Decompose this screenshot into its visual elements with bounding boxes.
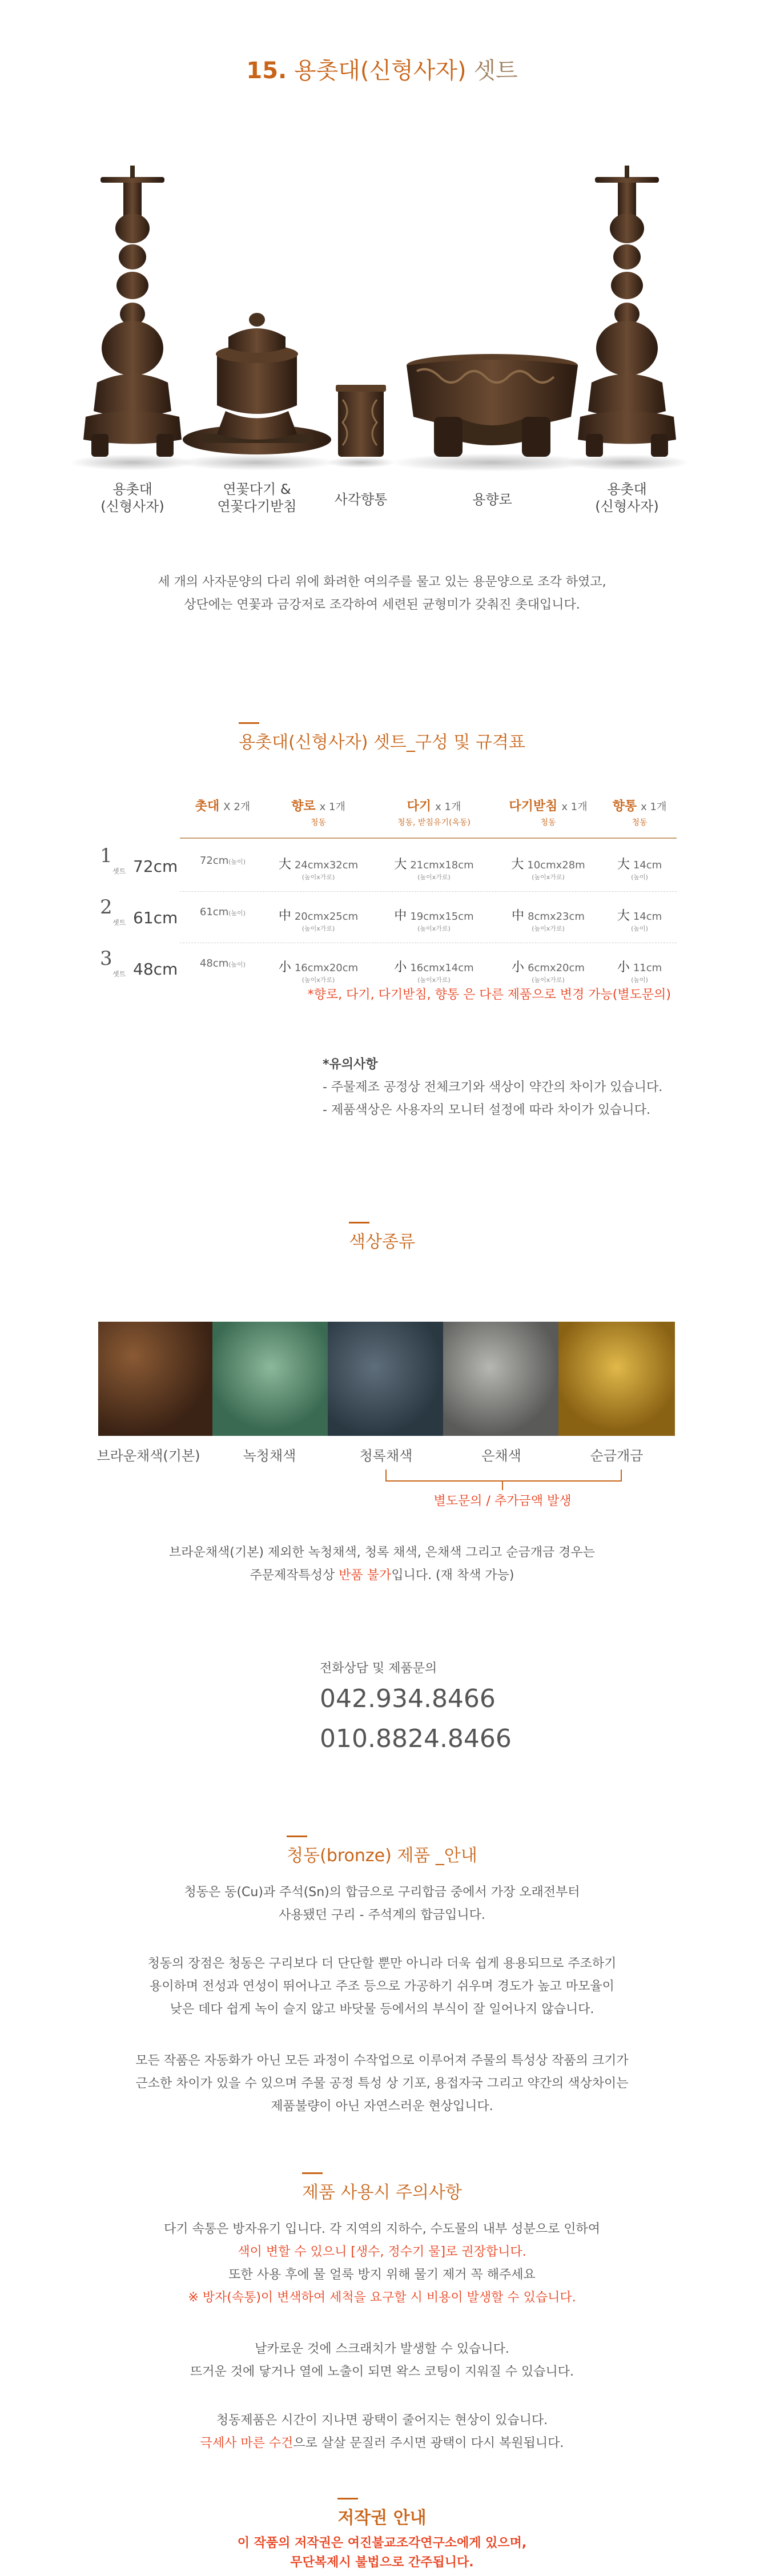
bronze-section-title (0, 1841, 764, 1866)
color-desc-line: 브라운채색(기본) 제외한 녹청채색, 청록 채색, 은채색 그리고 순금개금 경우는 (169, 1545, 595, 1560)
size-mark: 大 (278, 858, 291, 872)
unit: (높이) (631, 925, 648, 932)
col-count: x 1개 (641, 801, 667, 813)
title-main: 용촛대(신형사자) (293, 58, 467, 84)
value: 6cmx20cm (528, 962, 585, 974)
cell-stand (497, 906, 600, 933)
text-line (0, 2432, 764, 2455)
contact-label: 전화상담 및 제품문의 (320, 1661, 437, 1676)
color-title: 색상종류 (349, 1232, 415, 1252)
cell-candle (180, 855, 266, 867)
col-name: 향로 (291, 799, 316, 814)
text: 주문제작특성상 (250, 1568, 339, 1583)
row-set-label: 셋트 (112, 867, 126, 875)
cell-tea (374, 906, 494, 933)
col-tea (374, 796, 494, 828)
size-mark: 大 (617, 909, 630, 923)
unit: (높이x가로) (532, 874, 565, 881)
unit: (높이x가로) (417, 976, 451, 984)
row-divider (180, 891, 677, 892)
col-name: 다기받침 (509, 799, 558, 814)
product-label-candlestick-left (75, 481, 190, 515)
title-accent-bar (349, 1222, 369, 1223)
text-line: 다기 속통은 방자유기 입니다. 각 지역의 지하수, 수도물의 내부 성분으로 인하여 (164, 2222, 600, 2236)
size-mark: 小 (512, 960, 525, 975)
label-line: 사각향통 (334, 492, 388, 508)
row-number: 3 (100, 947, 112, 970)
swatch-green-patina (212, 1322, 329, 1436)
bronze-title-rest: _안내 (430, 1846, 477, 1866)
highlight: 반품 불가 (339, 1568, 392, 1583)
caution-block-2 (0, 2338, 764, 2384)
notice-line: - 주물제조 공정상 전체크기와 색상이 약간의 차이가 있습니다. (323, 1080, 663, 1094)
col-name: 향통 (612, 799, 637, 814)
title-number: 15. (246, 58, 287, 84)
text-line: 뜨거운 것에 닿거나 열에 노출이 되면 왁스 코팅이 지워질 수 있습니다. (190, 2365, 574, 2379)
label-line: 연꽃다기 & (223, 481, 291, 497)
title-sub: 셋트 (473, 58, 518, 84)
product-illustrations (0, 166, 764, 474)
col-count: x 1개 (435, 801, 461, 813)
cell-burner (268, 906, 368, 933)
notice-line: - 제품색상은 사용자의 모니터 설정에 따라 차이가 있습니다. (323, 1103, 650, 1117)
unit: (높이x가로) (417, 925, 451, 932)
text: 입니다. (재 착색 가능) (391, 1568, 514, 1583)
cell-incense (602, 855, 677, 882)
title-accent-bar (337, 2498, 358, 2499)
row-number: 2 (100, 896, 112, 919)
candlestick-left-image (70, 166, 195, 470)
product-label-tea-bowl (200, 481, 314, 515)
unit: (높이) (228, 961, 246, 968)
text-line: 날카로운 것에 스크래치가 발생할 수 있습니다. (255, 2342, 509, 2356)
text-line: 이 작품의 저작권은 여진불교조각연구소에게 있으며, (237, 2536, 527, 2550)
swatch-brown (98, 1322, 215, 1436)
value: 8cmx23cm (528, 911, 585, 923)
copyright-section-title (0, 2503, 764, 2529)
contact-phone-1[interactable]: 042.934.8466 (320, 1684, 496, 1713)
product-label-incense-holder (304, 491, 418, 508)
bronze-paragraph-2 (0, 1953, 764, 2021)
col-name: 다기 (407, 799, 432, 814)
bronze-paragraph-3 (0, 2050, 764, 2118)
bronze-title-main: 청동(bronze) 제품 (287, 1846, 431, 1866)
spec-title-rest: 셋트_구성 및 규격표 (368, 732, 525, 752)
color-section-title (0, 1227, 764, 1253)
size-mark: 大 (394, 858, 407, 872)
value: 19cmx15cm (410, 911, 474, 923)
intro-line: 세 개의 사자문양의 다리 위에 화려한 여의주를 물고 있는 용문양으로 조각 하였고, (158, 575, 606, 589)
unit: (높이x가로) (532, 925, 565, 932)
label-line: 용촛대 (112, 481, 152, 497)
text-line-highlight: 색이 변할 수 있으니 [생수, 정수기 물]로 권장합니다. (238, 2245, 526, 2259)
text-line: 청동의 장점은 청동은 구리보다 더 단단할 뿐만 아니라 더욱 쉽게 용용되므로 주조하기 (147, 1957, 617, 1971)
cell-incense (602, 957, 677, 984)
candlestick-right-image (564, 166, 690, 470)
text-line: 용이하며 전성과 연성이 뛰어나고 주조 등으로 가공하기 쉬우며 경도가 높고 마모율이 (150, 1979, 614, 1994)
text-line-highlight: ※ 방자(속통)이 변색하여 세척을 요구할 시 비용이 발생할 수 있습니다. (188, 2291, 576, 2305)
value: 20cmx25cm (294, 911, 359, 923)
spec-table-header (100, 796, 677, 836)
color-desc-line (0, 1564, 764, 1587)
swatch-label: 은채색 (481, 1448, 521, 1464)
value: 21cmx18cm (410, 859, 474, 871)
col-sub: 청동, 받침유기(옥동) (397, 818, 471, 827)
row-number: 1 (100, 844, 112, 867)
col-count: x 1개 (319, 801, 345, 813)
text-line: 근소한 차이가 있을 수 있으며 주물 공정 특성 상 기포, 용접자국 그리고 약간의 색상차이는 (135, 2076, 629, 2091)
product-label-candlestick-right (570, 481, 684, 515)
size-mark: 小 (617, 960, 630, 975)
col-sub: 청동 (310, 818, 327, 827)
cell-burner (268, 957, 368, 984)
intro-line: 상단에는 연꽃과 금강저로 조각하여 세련된 균형미가 갖춰진 촛대입니다. (184, 598, 580, 612)
col-count: X 2개 (223, 801, 251, 813)
value: 24cmx32cm (294, 859, 359, 871)
col-sub: 청동 (632, 818, 648, 827)
cell-incense (602, 906, 677, 933)
caution-section-title (0, 2178, 764, 2203)
cell-candle (180, 906, 266, 918)
copyright-title: 저작권 안내 (337, 2508, 427, 2528)
cell-candle (180, 957, 266, 969)
unit: (높이x가로) (301, 976, 335, 984)
text-line: 무단복제시 불법으로 간주됩니다. (290, 2555, 474, 2570)
text-line: 제품불량이 아닌 자연스러운 현상입니다. (271, 2099, 493, 2114)
cell-stand (497, 855, 600, 882)
label-line: 연꽃다기받침 (217, 498, 297, 514)
col-name: 촛대 (195, 799, 220, 814)
swatch-label: 녹청채색 (243, 1448, 296, 1464)
swatch-label: 순금개금 (590, 1448, 644, 1464)
col-burner (268, 796, 368, 828)
swatch-silver (443, 1322, 560, 1436)
value: 11cm (633, 962, 662, 974)
unit: (높이) (228, 909, 246, 917)
size-mark: 小 (278, 960, 291, 975)
unit: (높이) (228, 858, 246, 866)
cell-tea (374, 957, 494, 984)
spec-change-note: *향로, 다기, 다기받침, 향통 은 다른 제품으로 변경 가능(별도문의) (307, 988, 671, 1002)
title-accent-bar (302, 2172, 323, 2174)
contact-phone-2[interactable]: 010.8824.8466 (320, 1724, 512, 1753)
caution-block-1 (0, 2218, 764, 2309)
color-extra-bracket (0, 1467, 764, 1502)
value: 16cmx20cm (294, 962, 359, 974)
cell-stand (497, 957, 600, 984)
value: 14cm (633, 859, 662, 871)
copyright-text (0, 2534, 764, 2573)
label-line: 용향로 (472, 492, 512, 508)
color-extra-note: 별도문의 / 추가금액 발생 (433, 1494, 572, 1508)
col-sub: 청동 (540, 818, 556, 827)
value: 14cm (633, 911, 662, 923)
caution-title-rest: 주의사항 (390, 2183, 462, 2203)
size-mark: 中 (278, 909, 291, 923)
size-mark: 小 (394, 960, 407, 975)
size-mark: 中 (512, 909, 525, 923)
text-line: 청동은 동(Cu)과 주석(Sn)의 합금으로 구리합금 중에서 가장 오래전부터 (184, 1885, 580, 1899)
unit: (높이) (631, 976, 648, 984)
unit: (높이x가로) (301, 925, 335, 932)
swatch-teal (328, 1322, 444, 1436)
col-candle (180, 796, 266, 814)
text-line: 또한 사용 후에 물 얼룩 방지 위해 물기 제거 꼭 해주세요 (228, 2268, 536, 2282)
unit: (높이) (631, 874, 648, 881)
product-label-incense-burner (435, 491, 549, 508)
page-title (0, 53, 764, 85)
swatch-gold (558, 1322, 675, 1436)
label-line: (신형사자) (100, 498, 164, 514)
table-row (100, 892, 677, 943)
cell-tea (374, 855, 494, 882)
row-set-label: 셋트 (112, 919, 126, 927)
value: 10cmx28m (527, 859, 585, 871)
color-desc (0, 1541, 764, 1587)
unit: (높이x가로) (301, 874, 335, 881)
text-line: 모든 작품은 자동화가 아닌 모든 과정이 수작업으로 이루어져 주물의 특성상 작품의 크기가 (135, 2054, 629, 2068)
row-height: 48cm (133, 960, 178, 979)
row-height: 72cm (133, 857, 178, 876)
value: 48cm (199, 957, 229, 969)
value: 61cm (199, 906, 229, 918)
col-stand (497, 796, 600, 828)
value: 72cm (199, 855, 229, 867)
label-line: 용촛대 (607, 481, 647, 497)
lotus-tea-bowl-image (177, 313, 337, 470)
col-incense (602, 796, 677, 828)
unit: (높이x가로) (532, 976, 565, 984)
header-divider (180, 838, 677, 839)
text: 으로 살살 문질러 주시면 광택이 다시 복원됩니다. (293, 2436, 564, 2450)
highlight: 극세사 마른 수건 (200, 2436, 293, 2450)
bronze-paragraph-1 (0, 1881, 764, 1927)
row-height: 61cm (133, 908, 178, 927)
notice-block (323, 1053, 662, 1122)
text-line: 청동제품은 시간이 지나면 광택이 줄어지는 현상이 있습니다. (216, 2413, 548, 2428)
label-line: (신형사자) (595, 498, 659, 514)
spec-section-title (0, 728, 764, 753)
title-accent-bar (287, 1836, 307, 1837)
col-count: x 1개 (561, 801, 588, 813)
swatch-label: 브라운채색(기본) (96, 1448, 200, 1464)
text-line: 사용됐던 구리 - 주석계의 합금입니다. (279, 1908, 485, 1922)
notice-title: *유의사항 (323, 1057, 378, 1072)
table-row (100, 841, 677, 891)
caution-title-main: 제품 사용시 (302, 2183, 391, 2203)
row-set-label: 셋트 (112, 970, 126, 978)
swatch-label: 청록채색 (359, 1448, 413, 1464)
size-mark: 中 (394, 909, 407, 923)
intro-text (0, 571, 764, 617)
spec-title-main: 용촛대(신형사자) (239, 732, 368, 752)
value: 16cmx14cm (410, 962, 474, 974)
unit: (높이x가로) (417, 874, 451, 881)
title-accent-bar (239, 722, 259, 724)
caution-block-3 (0, 2409, 764, 2455)
dragon-incense-burner-image (389, 354, 595, 472)
cell-burner (268, 855, 368, 882)
size-mark: 大 (511, 858, 524, 872)
square-incense-holder-image (327, 385, 395, 468)
text-line: 낮은 데다 쉽게 녹이 슬지 않고 바닷물 등에서의 부식이 잘 일어나지 않습니다. (170, 2002, 594, 2016)
size-mark: 大 (617, 858, 630, 872)
